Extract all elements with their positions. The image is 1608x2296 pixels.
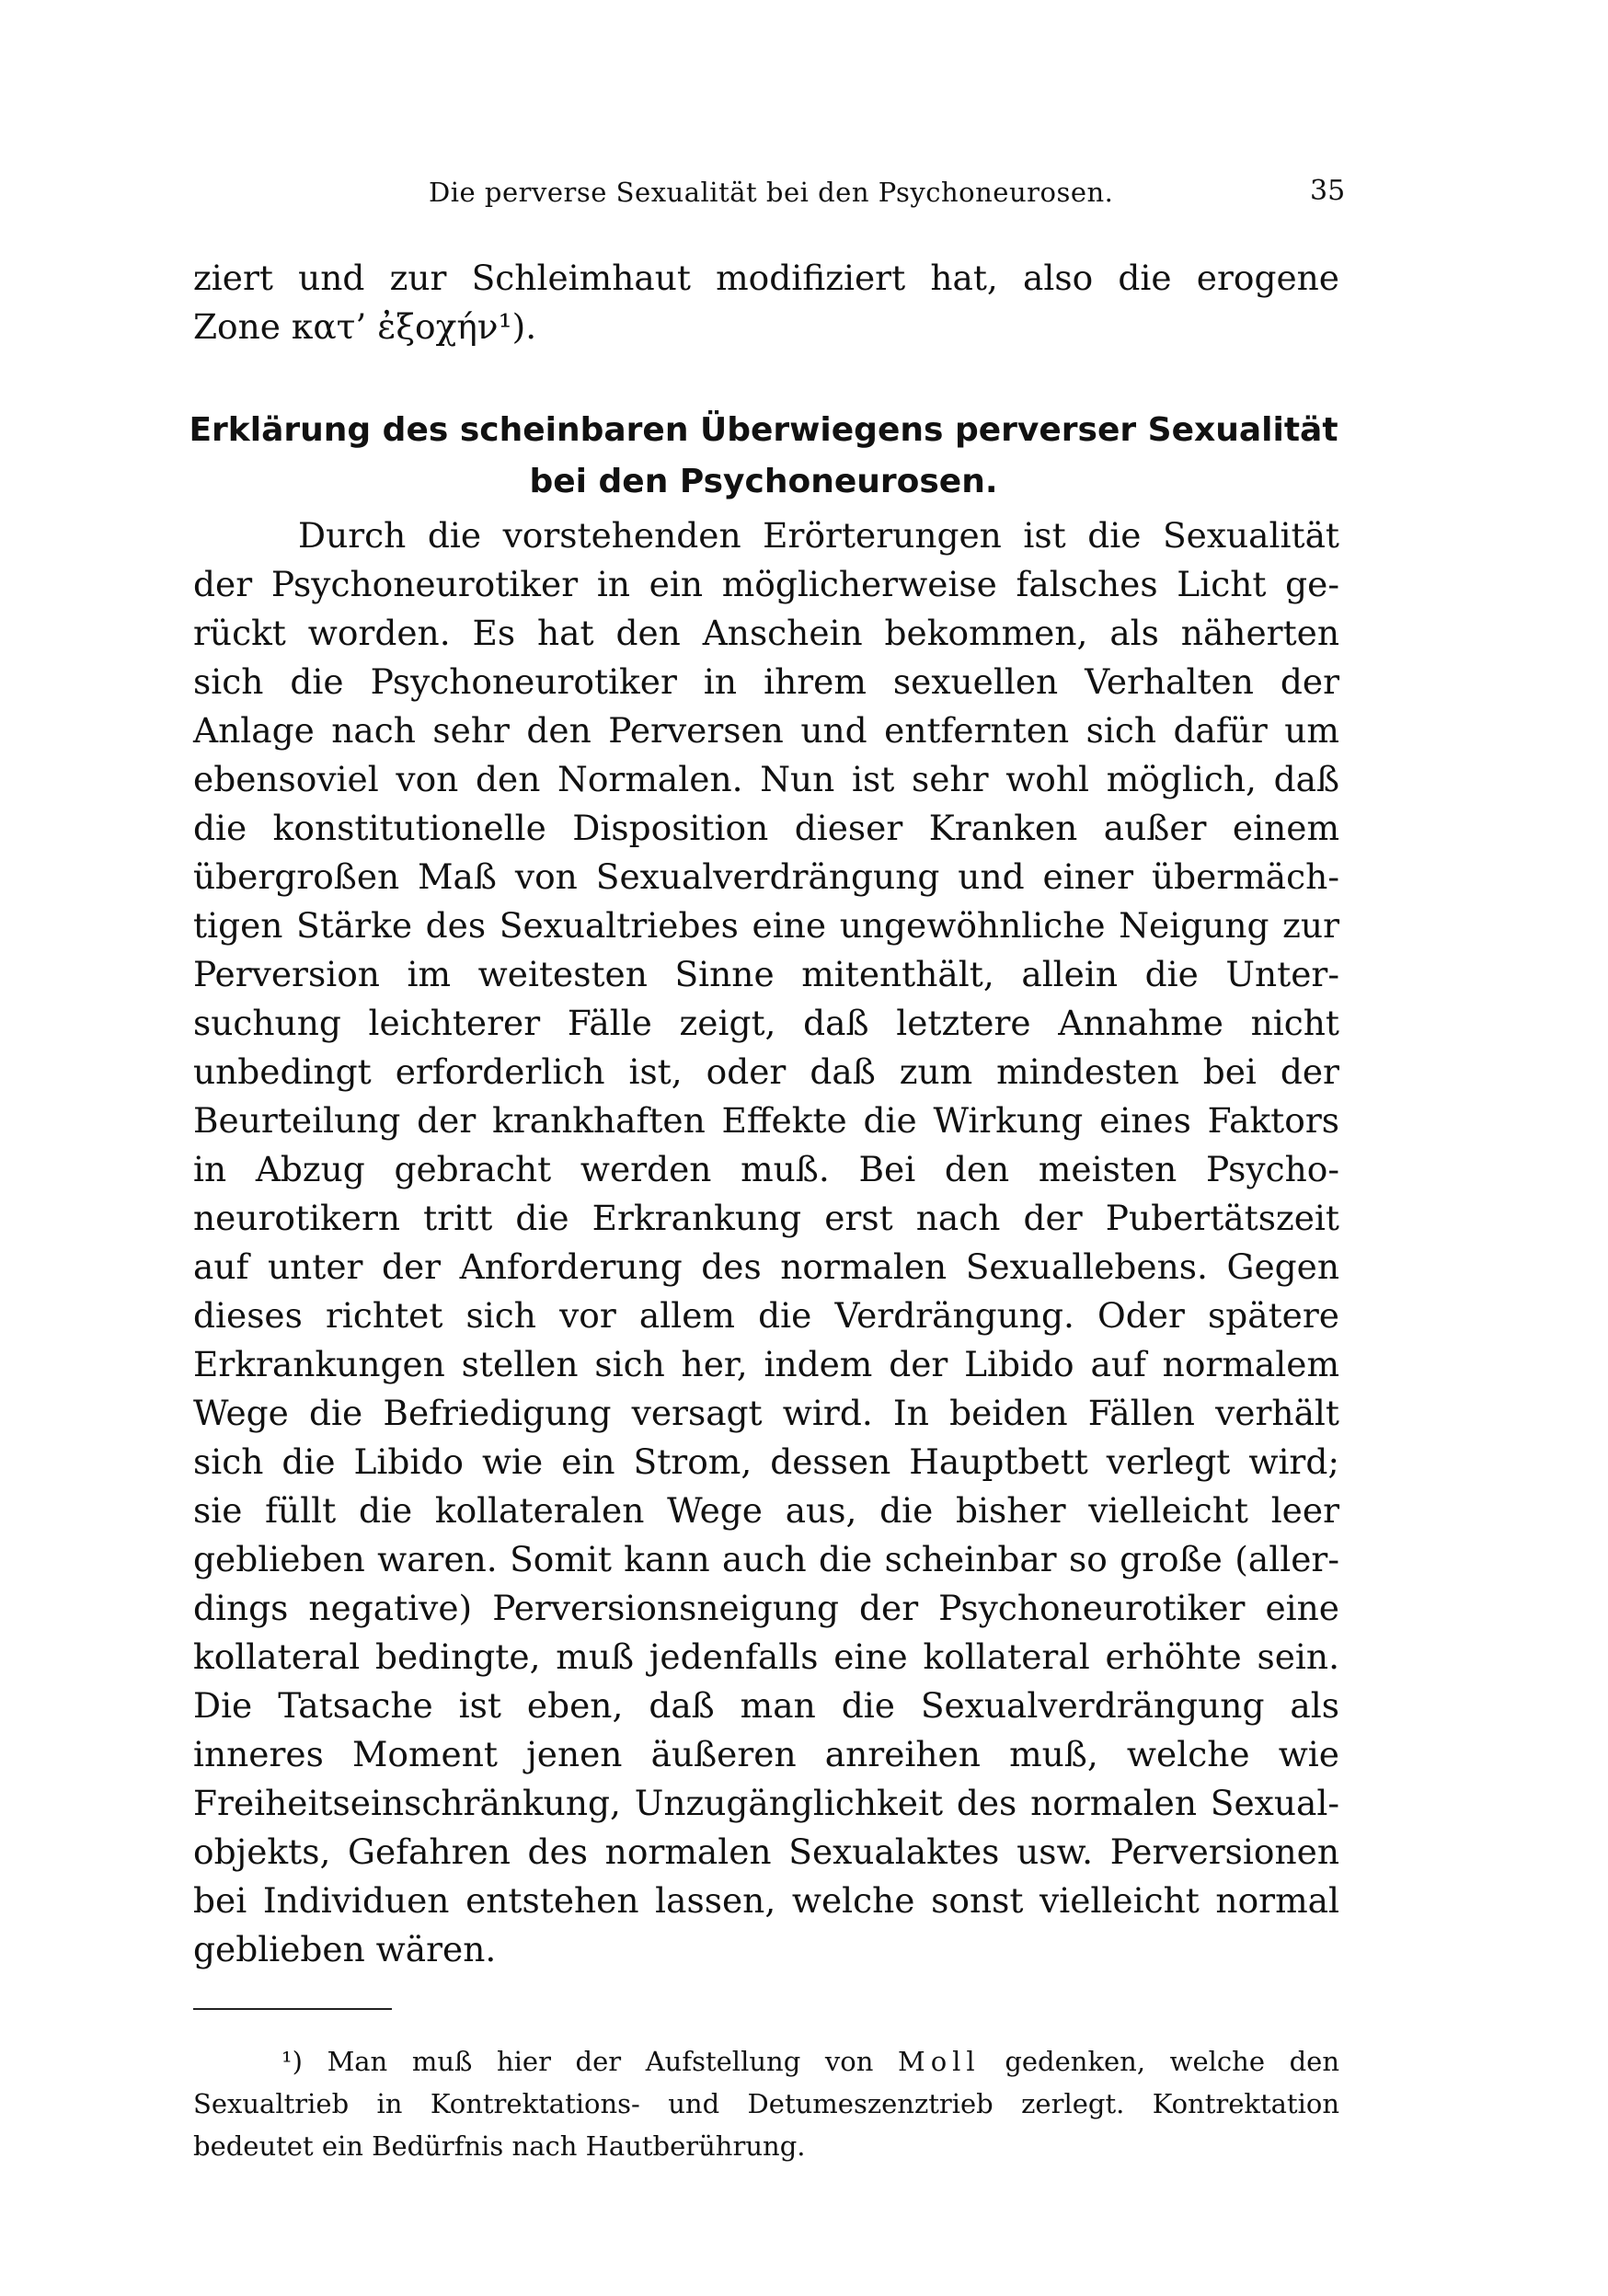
text-line: geblieben waren. Somit kann auch die scheinbar so große (aller-	[193, 1539, 1339, 1579]
footnote-line: bedeutet ein Bedürfnis nach Hautberührung.	[193, 2130, 806, 2162]
text-line: ziert und zur Schleimhaut modifiziert hat, also die erogene	[193, 258, 1339, 298]
footnote-line: Sexualtrieb in Kontrektations- und Detumeszenztrieb zerlegt. Kontrektation	[193, 2088, 1339, 2119]
text-line: Beurteilung der krankhaften Effekte die Wirkung eines Faktors	[193, 1100, 1339, 1141]
text-line: bei Individuen entstehen lassen, welche sonst vielleicht normal	[193, 1880, 1339, 1921]
text-line: Erkrankungen stellen sich her, indem der Libido auf normalem	[193, 1344, 1339, 1384]
text-line: rückt worden. Es hat den Anschein bekommen, als näherten	[193, 613, 1339, 653]
text-line: Die Tatsache ist eben, daß man die Sexualverdrängung als	[193, 1685, 1339, 1726]
text-line: Freiheitseinschränkung, Unzugänglichkeit des normalen Sexual-	[193, 1783, 1339, 1823]
text-line: dings negative) Perversionsneigung der Psychoneurotiker eine	[193, 1588, 1339, 1628]
heading-line: Erklärung des scheinbaren Überwiegens perverser Sexualität	[189, 411, 1338, 449]
running-head: Die perverse Sexualität bei den Psychoneurosen.	[429, 177, 1114, 208]
text-line: auf unter der Anforderung des normalen Sexuallebens. Gegen	[193, 1246, 1339, 1287]
page-number: 35	[1310, 175, 1346, 207]
text-line: ebensoviel von den Normalen. Nun ist sehr wohl möglich, daß	[193, 759, 1339, 799]
footnote	[193, 2040, 1339, 2167]
text-line: sich die Libido wie ein Strom, dessen Hauptbett verlegt wird;	[193, 1441, 1339, 1482]
footnote-text: Man muß hier der Aufstellung von	[327, 2046, 874, 2077]
text-line: der Psychoneurotiker in ein möglicherweise falsches Licht ge-	[193, 564, 1339, 604]
text-line: kollateral bedingte, muß jedenfalls eine kollateral erhöhte sein.	[193, 1636, 1339, 1677]
footnote-author-name: Moll	[898, 2046, 981, 2077]
text-line: inneres Moment jenen äußeren anreihen muß, welche wie	[193, 1734, 1339, 1774]
footnote-text: gedenken, welche den	[1005, 2046, 1340, 2077]
text-line: sich die Psychoneurotiker in ihrem sexuellen Verhalten der	[193, 661, 1339, 702]
text-line: Perversion im weitesten Sinne mitenthält, allein die Unter-	[193, 954, 1339, 994]
text-line: geblieben wären.	[193, 1929, 497, 1969]
continuation-text	[193, 254, 1339, 351]
section-paragraph	[193, 511, 1339, 1974]
text-line: Zone κατ’ ἐξοχήν¹).	[193, 306, 537, 347]
footnote-marker: ¹)	[281, 2046, 303, 2077]
text-line: sie füllt die kollateralen Wege aus, die bisher vielleicht leer	[193, 1490, 1339, 1531]
text-line: die konstitutionelle Disposition dieser Kranken außer einem	[193, 808, 1339, 848]
text-line: übergroßen Maß von Sexualverdrängung und einer übermäch-	[193, 856, 1339, 897]
heading-line: bei den Psychoneurosen.	[529, 463, 998, 500]
text-line: Anlage nach sehr den Perversen und entfernten sich dafür um	[193, 710, 1339, 751]
text-line: neurotikern tritt die Erkrankung erst nach der Pubertätszeit	[193, 1198, 1339, 1238]
text-line: unbedingt erforderlich ist, oder daß zum mindesten bei der	[193, 1051, 1339, 1092]
text-line: tigen Stärke des Sexualtriebes eine ungewöhnliche Neigung zur	[193, 905, 1339, 946]
text-line: suchung leichterer Fälle zeigt, daß letztere Annahme nicht	[193, 1003, 1339, 1043]
text-line: in Abzug gebracht werden muß. Bei den meisten Psycho-	[193, 1149, 1339, 1189]
footnote-rule	[193, 2008, 392, 2010]
footnote-line	[193, 2040, 1339, 2083]
section-heading	[166, 405, 1361, 508]
text-line: Durch die vorstehenden Erörterungen ist die Sexualität	[298, 515, 1339, 556]
text-line: dieses richtet sich vor allem die Verdrängung. Oder spätere	[193, 1295, 1339, 1336]
text-line: Wege die Befriedigung versagt wird. In beiden Fällen verhält	[193, 1393, 1339, 1433]
text-line: objekts, Gefahren des normalen Sexualaktes usw. Perversionen	[193, 1831, 1339, 1872]
